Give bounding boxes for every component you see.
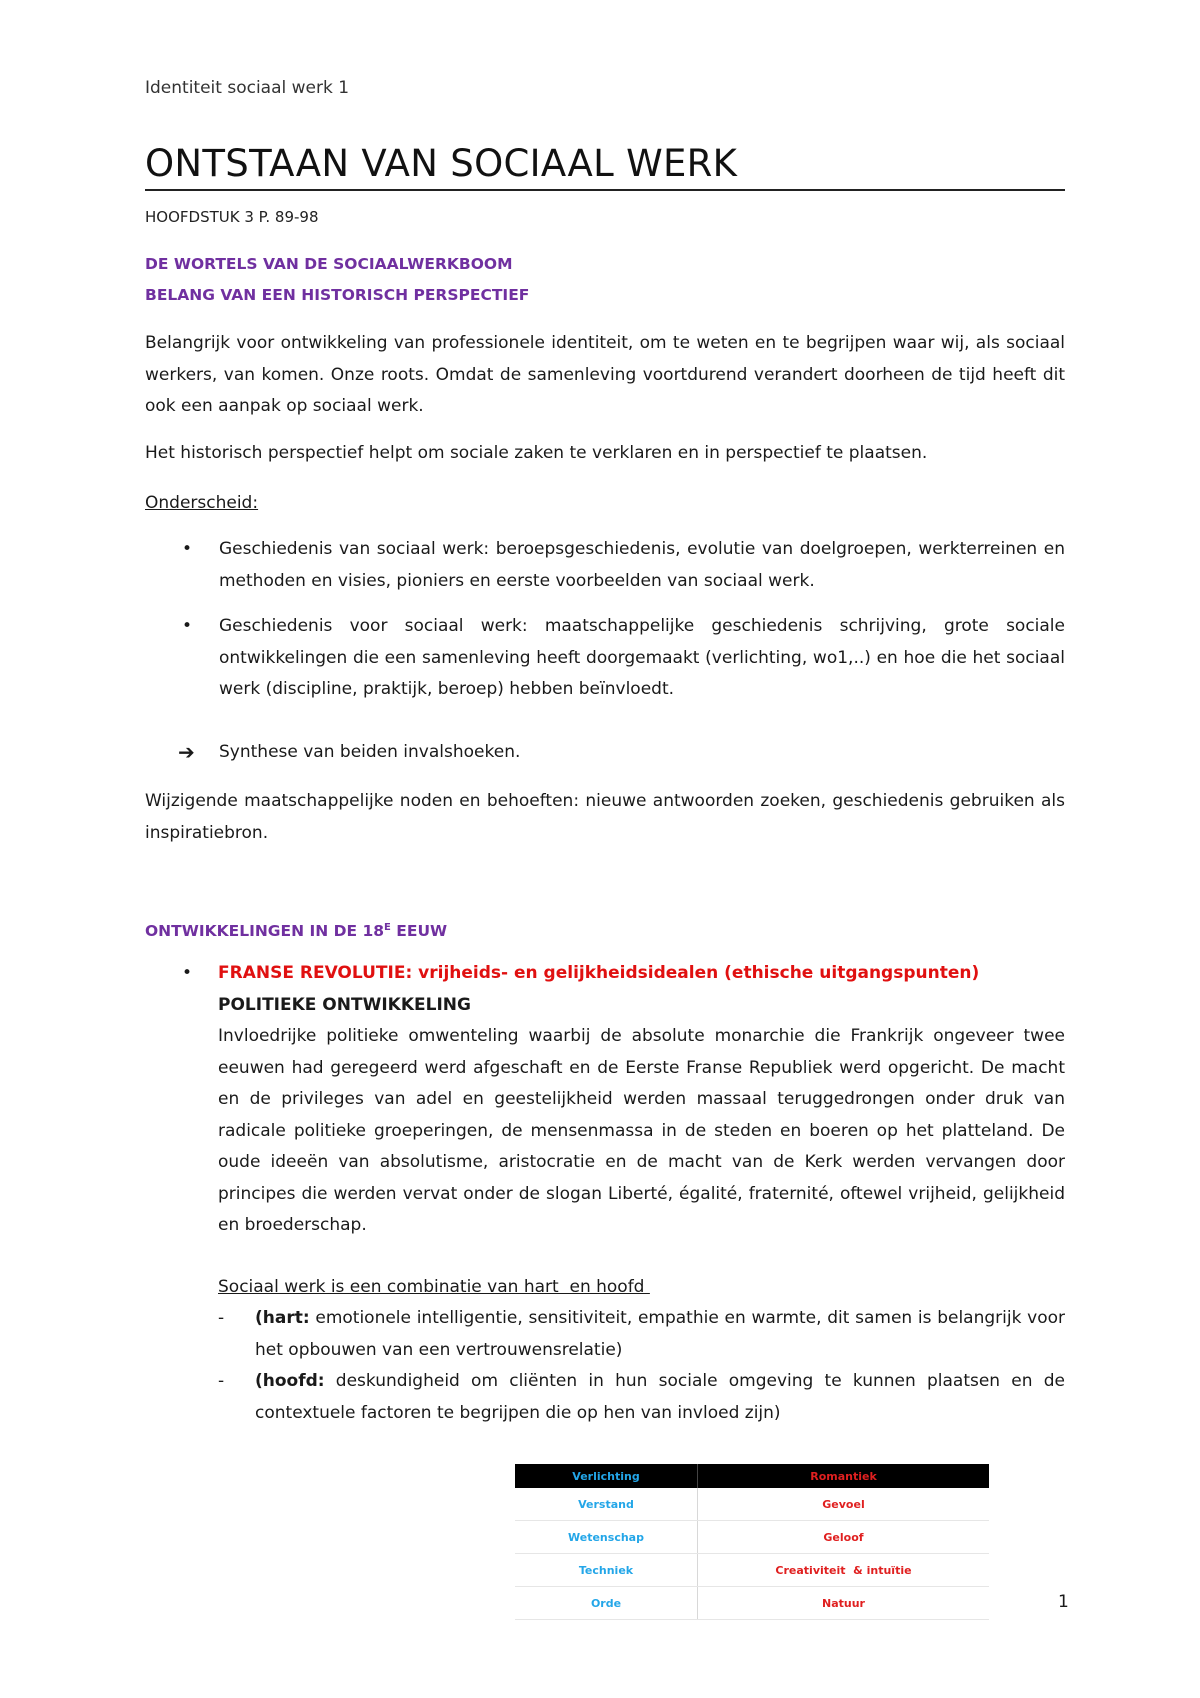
dash-bullet: - xyxy=(218,1371,225,1391)
combinatie-label: Sociaal werk is een combinatie van hart en hoofd xyxy=(218,1277,650,1297)
list-item-text: deskundigheid om cliënten in hun sociale omgeving te kunnen plaatsen en de contextuele factoren te begrijpen die op hen van invloed zijn) xyxy=(255,1371,1065,1423)
table-row xyxy=(515,1587,989,1620)
list-item xyxy=(145,611,1065,706)
table-row xyxy=(515,1554,989,1587)
table-cell: Gevoel xyxy=(698,1488,990,1521)
paragraph-historisch: Het historisch perspectief helpt om sociale zaken te verklaren en in perspectief te plaatsen. xyxy=(145,443,928,463)
table-row xyxy=(515,1521,989,1554)
paragraph-belangrijk: Belangrijk voor ontwikkeling van professionele identiteit, om te weten en te begrijpen waar wij, als sociaal werkers, van komen. Onze roots. Omdat de samenleving voortdurend verandert doorheen de tijd heeft dit ook een aanpak op sociaal werk. xyxy=(145,333,1065,416)
section-heading-18e-eeuw: ONTWIKKELINGEN IN DE $18^E$ EEUW xyxy=(145,922,448,941)
section-heading-wortels: DE WORTELS VAN DE SOCIAALWERKBOOM xyxy=(145,255,513,273)
table-cell: Creativiteit & intuïtie xyxy=(698,1554,990,1587)
onderscheid-label: Onderscheid: xyxy=(145,493,259,513)
table-cell: Geloof xyxy=(698,1521,990,1554)
page-number: 1 xyxy=(1058,1592,1069,1612)
document-title: ONTSTAAN VAN SOCIAAL WERK xyxy=(145,142,1065,191)
list-item-text: emotionele intelligentie, sensitiviteit, empathie en warmte, dit samen is belangrijk voor het opbouwen van een vertrouwensrelatie) xyxy=(255,1308,1065,1360)
list-item-text: Geschiedenis van sociaal werk: beroepsgeschiedenis, evolutie van doelgroepen, werkterreinen en methoden en visies, pioniers en eerste voorbeelden van sociaal werk. xyxy=(219,539,1065,591)
list-item-text: Geschiedenis voor sociaal werk: maatschappelijke geschiedenis schrijving, grote sociale ontwikkelingen die een samenleving heeft doorgemaakt (verlichting, wo1,..) en hoe die het sociaal werk (discipline, praktijk, beroep) hebben beïnvloedt. xyxy=(219,616,1065,699)
term-hoofd: (hoofd: xyxy=(255,1371,325,1391)
table-cell: Techniek xyxy=(515,1554,698,1587)
list-item xyxy=(145,534,1065,597)
table-cell: Orde xyxy=(515,1587,698,1620)
synthesis-line xyxy=(145,737,1065,769)
term-hart: (hart: xyxy=(255,1308,310,1328)
list-item xyxy=(145,958,1065,1242)
paragraph-wijzigende: Wijzigende maatschappelijke noden en behoeften: nieuwe antwoorden zoeken, geschiedenis gebruiken als inspiratiebron. xyxy=(145,791,1065,843)
franse-revolutie-heading: FRANSE REVOLUTIE: vrijheids- en gelijkheidsidealen (ethische uitgangspunten) xyxy=(218,963,980,983)
list-item xyxy=(218,1303,1065,1366)
bullet-icon: • xyxy=(182,539,193,559)
table-cell: Natuur xyxy=(698,1587,990,1620)
politieke-ontwikkeling-heading: POLITIEKE ONTWIKKELING xyxy=(218,994,471,1015)
table-row xyxy=(515,1488,989,1521)
arrow-right-icon: ➔ xyxy=(178,740,195,764)
table-header-row xyxy=(515,1464,989,1488)
bullet-icon: • xyxy=(182,616,193,636)
franse-revolutie-body: Invloedrijke politieke omwenteling waarbij de absolute monarchie die Frankrijk ongeveer twee eeuwen had geregeerd werd afgeschaft en de Eerste Franse Republiek werd opgericht. De macht en de privileges van adel en geestelijkheid werden massaal teruggedrongen onder druk van radicale politieke groeperingen, de mensenmassa in de steden en boeren op het platteland. De oude ideeën van absolutisme, aristocratie en de macht van de Kerk werden vervangen door principes die werden vervat onder de slogan Liberté, égalité, fraternité, oftewel vrijheid, gelijkheid en broederschap. xyxy=(218,1026,1065,1235)
header-romantiek: Romantiek xyxy=(698,1464,990,1488)
synthesis-text: Synthese van beiden invalshoeken. xyxy=(219,742,521,762)
comparison-table xyxy=(515,1464,989,1620)
table-cell: Wetenschap xyxy=(515,1521,698,1554)
running-header: Identiteit sociaal werk 1 xyxy=(145,78,350,98)
header-verlichting: Verlichting xyxy=(515,1464,698,1488)
chapter-subtitle: HOOFDSTUK 3 P. 89-98 xyxy=(145,208,319,226)
table-cell: Verstand xyxy=(515,1488,698,1521)
list-item xyxy=(218,1366,1065,1429)
bullet-icon: • xyxy=(182,963,193,983)
dash-bullet: - xyxy=(218,1308,225,1328)
section-heading-belang: BELANG VAN EEN HISTORISCH PERSPECTIEF xyxy=(145,286,530,304)
